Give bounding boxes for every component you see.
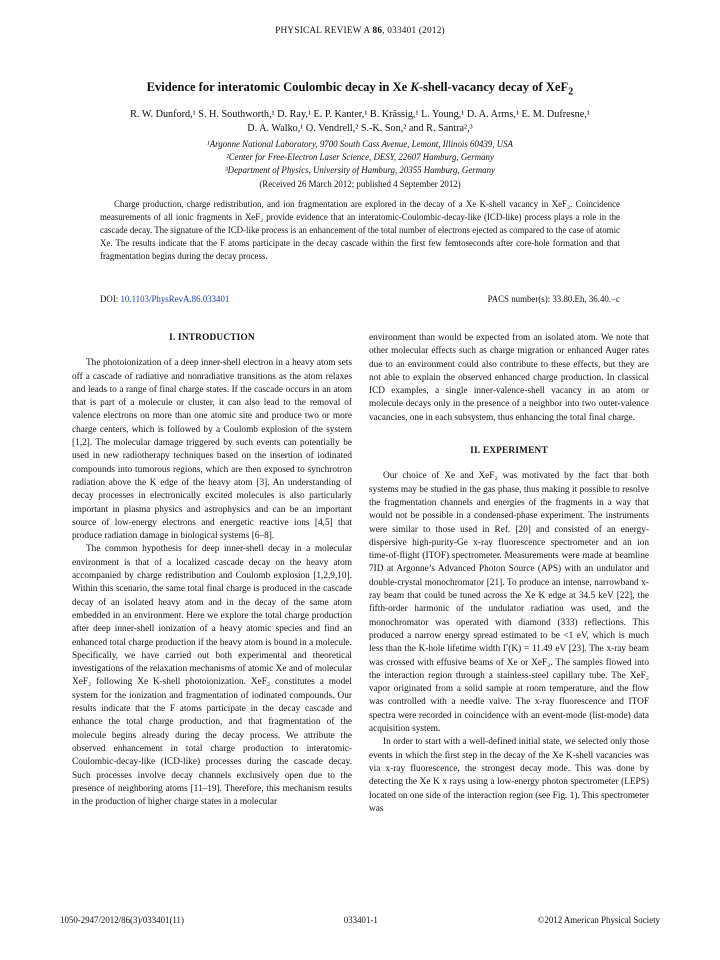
author-line-1: R. W. Dunford,¹ S. H. Southworth,¹ D. Ray,¹ E. P. Kanter,¹ B. Krässig,¹ L. Young,¹ D. A. Arms,¹ E. M. Dufresne,¹ <box>130 109 590 120</box>
footer-copyright: ©2012 American Physical Society <box>537 915 660 925</box>
journal-volume: 86 <box>372 26 383 36</box>
doi-label: DOI: <box>100 294 119 304</box>
section-heading-introduction: I. INTRODUCTION <box>169 333 255 343</box>
doi-link[interactable]: 10.1103/PhysRevA.86.033401 <box>120 294 230 304</box>
journal-header: PHYSICAL REVIEW A 86, 033401 (2012) <box>275 26 445 36</box>
affiliations <box>60 138 660 191</box>
paper-title: Evidence for interatomic Coulombic decay in Xe K-shell-vacancy decay of XeF$_2$ <box>146 80 574 98</box>
abstract: Charge production, charge redistribution, and ion fragmentation are explored in the decay of a Xe K-shell vacancy in XeF₂. Coincidence measurements of all ionic fragments in XeF₂ provide evidence that an interatomic-Coulombic-decay-like (ICD-like) process plays a role in the cascade decay. The signature of the ICD-like process is an enhancement of the total number of electrons ejected as compared to the case of atomic Xe. The results indicate that the F atoms participate in the decay cascade within the first few femtoseconds after core-hole formation and that fragmentation begins during the decay process. <box>100 199 620 261</box>
intro-paragraph-2: The common hypothesis for deep inner-shell decay in a molecular environment is that of a localized cascade decay on the heavy atom accompanied by charge redistribution and Coulomb explosion [1,2,9,10]. Within this scenario, the same total final charge is produced in the cascade decay of an isolated heavy atom and in the decay of the same atom embedded in an environment. Here we explore the total charge production after deep inner-shell ionization of a heavy atomic species and find an enhanced total charge production if the heavy atom is bound in a molecule. Specifically, we have carried out both experimental and theoretical investigations of the relaxation mechanisms of atomic Xe and of molecular XeF₂ following Xe K-shell photoionization. XeF₂ constitutes a model system for the ionization and fragmentation of iodinated compounds. Our results indicate that the F atoms participate in the decay cascade and enhance the total charge production, and that fragmentation of the molecule begins already during the decay process. We attribute the observed enhancement in total charge production to interatomic-Coulombic-decay-like (ICD-like) processes during the cascade decay. Such processes involve decay channels exclusively open due to the presence of neighboring atoms [11–19]. Therefore, this mechanism results in the production of higher charge states in a molecular <box>72 544 352 808</box>
journal-article: 033401 (2012) <box>387 26 445 36</box>
affiliation-1: ¹Argonne National Laboratory, 9700 South Cass Avenue, Lemont, Illinois 60439, USA <box>207 139 513 149</box>
journal-name: PHYSICAL REVIEW A <box>275 26 370 36</box>
experiment-paragraph-1: Our choice of Xe and XeF₂ was motivated by the fact that both systems may be studied in the gas phase, thus making it possible to resolve the fragmentation channels and energies of the fragments in a way that would not be possible in a condensed-phase experiment. The instruments were similar to those used in Ref. [20] and consisted of an energy-dispersive high-purity-Ge x-ray fluorescence spectrometer and an ion time-of-flight (ITOF) spectrometer. Measurements were made at beamline 7ID at Argonne’s Advanced Photon Source (APS) with an undulator and double-crystal monochromator [21]. To produce an intense, narrowband x-ray beam that could be tuned across the Xe K edge at 34.5 keV [22], the fifth-order harmonic of the undulator radiation was used, and the monochromator was operated with diamond (333) reflections. This produced a narrow energy spread estimated to be <1 eV, which is much less than the K-hole lifetime width Γ(K) = 11.49 eV [23]. The x-ray beam was crossed with effusive beams of Xe or XeF₂. The samples flowed into the interaction region through a stainless-steel capillary tube. The XeF₂ vapor originated from a solid sample at room temperature, and the flow was controlled with a needle valve. The x-ray fluorescence and ITOF spectra were recorded in coincidence with an event-mode (list-mode) data acquisition system. <box>369 471 649 735</box>
affiliation-3: ³Department of Physics, University of Hamburg, 20355 Hamburg, Germany <box>225 165 495 176</box>
right-column <box>369 332 649 816</box>
experiment-paragraph-2: In order to start with a well-defined initial state, we selected only those events in which the first step in the decay of the Xe K-shell vacancies was via x-ray fluorescence, the strongest decay mode. This was done by detecting the Xe K x rays using a low-energy photon spectrometer (LEPS) located on one side of the interaction region (see Fig. 1). This spectrometer was <box>369 737 649 814</box>
received-dates: (Received 26 March 2012; published 4 September 2012) <box>259 178 461 189</box>
left-column <box>72 332 352 809</box>
page-footer <box>60 915 660 925</box>
footer-page-number: 033401-1 <box>343 915 378 925</box>
pacs-numbers: PACS number(s): 33.80.Eh, 36.40.−c <box>487 294 620 304</box>
intro-continuation: environment than would be expected from an isolated atom. We note that other molecular effects such as charge migration or enhanced Auger rates due to an environment could also contribute to these effects, but they are not able to explain the observed enhanced charge production. In classical ICD examples, a single inner-valence-shell vacancy in an atom or molecule decays only in the presence of a neighbor into two outer-valence vacancies, one in each subsystem, thus enhancing the total final charge. <box>369 333 649 423</box>
footer-issn: 1050-2947/2012/86(3)/033401(11) <box>60 915 184 925</box>
doi <box>100 294 229 304</box>
affiliation-2: ²Center for Free-Electron Laser Science, DESY, 22607 Hamburg, Germany <box>226 152 494 163</box>
author-line-2: D. A. Walko,¹ O. Vendrell,² S.-K. Son,² and R. Santra²,³ <box>247 123 473 134</box>
doi-pacs-row <box>100 294 620 304</box>
author-list <box>60 108 660 136</box>
section-heading-experiment: II. EXPERIMENT <box>470 446 548 457</box>
intro-paragraph-1: The photoionization of a deep inner-shell electron in a heavy atom sets off a cascade of radiative and nonradiative transitions as the atom relaxes and leads to a range of final charge states. If the cascade occurs in an atom that is part of a molecule or cluster, it can also lead to the removal of valence electrons on more than one atomic site and produce two or more charge centers, which is followed by a Coulomb explosion of the system [1,2]. The molecular damage triggered by such events can potentially be used in new radiotherapy techniques based on the insertion of iodinated compounds into tumorous regions, which are then exposed to synchrotron radiation above the K edge of the heavy atom [3]. An understanding of decay processes in electronically excited molecules is also particularly important in plasma physics and astrophysics and can be an important source of low-energy electrons and energetic reactive ions [4,5] that produce radiation damage in biological systems [6–8]. <box>72 358 352 542</box>
